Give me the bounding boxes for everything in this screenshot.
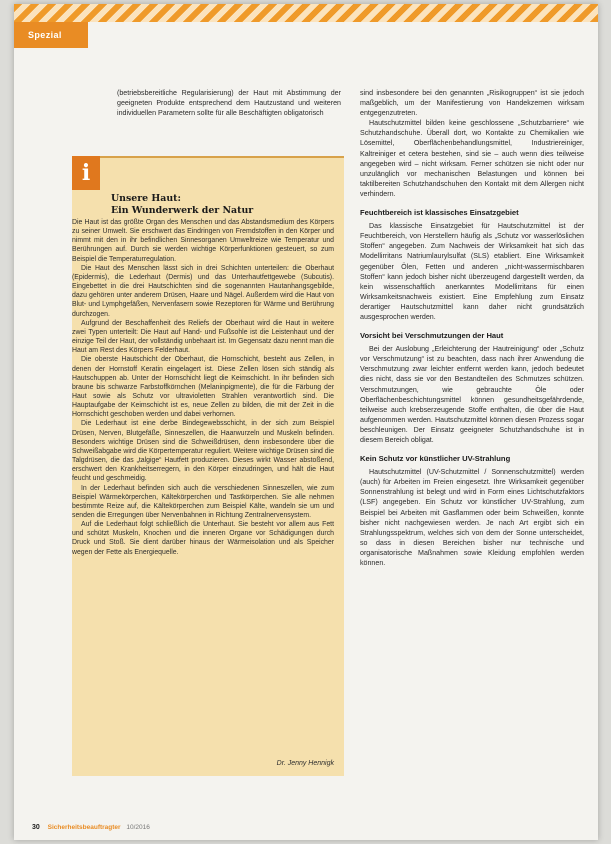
info-box-body bbox=[72, 218, 334, 557]
body-paragraph: Hautschutzmittel (UV-Schutzmittel / Sonnenschutzmittel) werden (auch) für Arbeiten im Freien eingesetzt. Ihre Wirksamkeit gegenüber Sonnenstrahlung ist belegt und wird in Form eines Lichtschutzfaktors (LSF) angegeben. Ein Schutz vor künstlicher UV-Strahlung, zum Beispiel bei Arbeiten mit Gasflammen oder beim Schweißen, konnte bisher nicht nachgewiesen werden. Je nach Art ergibt sich ein Strahlungsspektrum, welches sich von dem der Sonne unterscheidet, so dass in diesen Bereichen bisher nur technische und organisatorische Maßnahmen sowie Kleidung empfohlen werden können. bbox=[360, 468, 584, 568]
body-paragraph: Hautschutzmittel bilden keine geschlossene „Schutzbarriere“ wie Schutzhandschuhe. Überall dort, wo Kontakte zu Chemikalien wie Lösemittel, Oberflächenbehandlungsmittel, Industriereiniger, Kaltreiniger et cetera bestehen, sind sie – auch wenn dies teilweise angegeben wird – nicht wirksam. Ferner schützen sie nicht oder nur unzulänglich vor mechanischen Belastungen und können bei taktilbereiten Schutzhandschuhen den Kontakt mit dem Allergen nicht verhindern. bbox=[360, 119, 584, 198]
info-box-author: Dr. Jenny Hennigk bbox=[276, 760, 334, 767]
issue-number: 10/2016 bbox=[126, 824, 150, 831]
info-badge-letter: i bbox=[81, 160, 91, 186]
info-box-paragraph: Die Haut des Menschen lässt sich in drei Schichten unterteilen: die Oberhaut (Epidermis), die Lederhaut (Dermis) und das Unterhautfettgewebe (Subcutis). Eingebettet in die drei Hautschichten sind die sogenannten Hautanhangsgebilde, dazu gehören unter anderem Drüsen, Haare und Nägel. Außerdem wird die Haut von Blut- und Lymphgefäßen, Nervenfasern sowie Rezeptoren für Wärme und Berührung durchzogen. bbox=[72, 264, 334, 318]
subheading: Kein Schutz vor künstlicher UV-Strahlung bbox=[360, 454, 511, 464]
info-icon bbox=[72, 156, 100, 190]
subheading: Vorsicht bei Verschmutzungen der Haut bbox=[360, 331, 504, 341]
magazine-name: Sicherheitsbeauftragter bbox=[47, 824, 121, 831]
info-box-paragraph: Die Haut ist das größte Organ des Menschen und das Abstandsmedium des Körpers zu seiner Umwelt. Sie erschwert das Eindringen von Fremdstoffen in den Körper und nimmt mit den in ihr befindlichen Sinnesorganen Umweltreize wie Temperatur und Berührungen auf. Durch sie werden wichtige Körperfunktionen gesteuert, so zum Beispiel die Temperaturregulation. bbox=[72, 219, 334, 263]
right-text-column bbox=[360, 88, 584, 568]
info-box-paragraph: Aufgrund der Beschaffenheit des Reliefs der Oberhaut wird die Haut in weitere zwei Typen unterteilt: Die Haut auf Hand- und Fußsohle ist die Leistenhaut und der einzige Teil der Haut, der vollständig unbehaart ist. Im Gegensatz dazu nennt man die Haut am Rest des Körpers Felderhaut. bbox=[72, 319, 334, 355]
body-paragraph: Bei der Auslobung „Erleichterung der Hautreinigung“ oder „Schutz vor Verschmutzung“ ist zu beachten, dass nach ihrer Anwendung die Verschmutzung zwar leichter entfernt werden kann, jedoch bedeutet dies nicht, dass sie vor den Bestandteilen des Schmutzes schützen. Verschmutzungen, wie gebrauchte Öle oder Oberflächenbeschichtungsmittel können gesundheitsgefährdende, teilweise auch krebserzeugende Stoffe enthalten, die über die Haut aufgenommen werden. Hautschutzmittel können diesen Prozess sogar beschleunigen. Der Einsatz geeigneter Schutzhandschuhe ist in diesem Bereich obligat. bbox=[360, 345, 584, 444]
info-box-paragraph: Auf die Lederhaut folgt schließlich die Unterhaut. Sie besteht vor allem aus Fett und schützt Muskeln, Knochen und die inneren Organe vor Schädigungen durch Druck und Stoß. Sie dient darüber hinaus der Wärmeisolation und als Speicher wegen der Fette als Energiequelle. bbox=[72, 521, 334, 556]
info-box-title bbox=[111, 181, 331, 217]
section-tab bbox=[14, 22, 88, 48]
header-stripe-bar bbox=[14, 4, 598, 22]
body-paragraph: Das klassische Einsatzgebiet für Hautschutzmittel ist der Feuchtbereich, von Herstellern häufig als „Schutz vor wasserlöslichen Stoffen“ angegeben. Zum Nachweis der Wirksamkeit hat sich das Modellirritans Natriumlaurylsulfat (SLS) etabliert. Eine Wirksamkeit gegenüber Ölen, Fetten und anderen „nicht-wassermischbaren Stoffen“ kann jedoch bisher nicht überzeugend dargestellt werden, da kein wissenschaftlich anerkanntes Modellirritans für einen Wirksamkeitsnachweis existiert. Eine Empfehlung zum Einsatz derartiger Hautschutzmittel kann daher nicht grundsätzlich ausgesprochen werden. bbox=[360, 222, 584, 321]
info-box-paragraph: In der Lederhaut befinden sich auch die verschiedenen Sinneszellen, wie zum Beispiel Wärmekörperchen, Kältekörperchen und Tastkörperchen. Sie alle nehmen bestimmte Reize auf, die Kältekörperchen zum Beispiel Kälte, wandeln sie um und senden die Erregungen über Nervenbahnen in Richtung Zentralnervensystem. bbox=[72, 484, 334, 519]
magazine-page bbox=[14, 4, 598, 840]
page-number: 30 bbox=[32, 824, 40, 831]
info-box-paragraph: Die oberste Hautschicht der Oberhaut, die Hornschicht, besteht aus Zellen, in denen der Hornstoff Keratin eingelagert ist. Diese Zellen lösen sich ständig als Hautschuppen ab. Unter der Hornschicht liegt die Keimschicht. In ihr befinden sich braune bis schwarze Farbstoffkörnchen (Melaninpigmente), die für die Färbung der Haut sowie als Schutz vor ultravioletten Strahlen verantwortlich sind. Die Hauptaufgabe der Keimschicht ist es, neue Zellen zu bilden, die mit der Zeit in die Hornschicht geschoben werden und dabei verhornen. bbox=[72, 356, 334, 419]
body-paragraph: sind insbesondere bei den genannten „Risikogruppen“ ist sie jedoch maßgeblich, um der Manifestierung von Handekzemen wirksam entgegenzutreten. bbox=[360, 89, 584, 118]
subheading: Feuchtbereich ist klassisches Einsatzgebiet bbox=[360, 208, 519, 218]
section-label: Spezial bbox=[28, 30, 62, 40]
intro-paragraph: (betriebsbereitliche Regularisierung) der Haut mit Abstimmung der geeigneten Produkte entsprechend dem Hautzustand und weiteren individuellen Parametern sollte für alle Beschäftigten obligatorisch bbox=[117, 89, 341, 118]
info-box-paragraph: Die Lederhaut ist eine derbe Bindegewebsschicht, in der sich zum Beispiel Drüsen, Nerven, Blutgefäße, Sinneszellen, die Haarwurzeln und Muskeln befinden. Besonders wichtige Drüsen sind die Schweißdrüsen, denn insbesondere über die Schweißabgabe wird die Körpertemperatur reguliert. Weitere wichtige Drüsen sind die Talgdrüsen, die das „talgige“ Hautfett produzieren. Dieses wirkt Wasser abstoßend, erschwert den Krankheitserregern, in den Körper einzudringen, und hält die Haut feucht und geschmeidig. bbox=[72, 420, 334, 483]
page-footer bbox=[32, 822, 332, 834]
info-box-title-text: Unsere Haut: Ein Wunderwerk der Natur bbox=[111, 193, 254, 216]
intro-text-column bbox=[117, 88, 341, 118]
